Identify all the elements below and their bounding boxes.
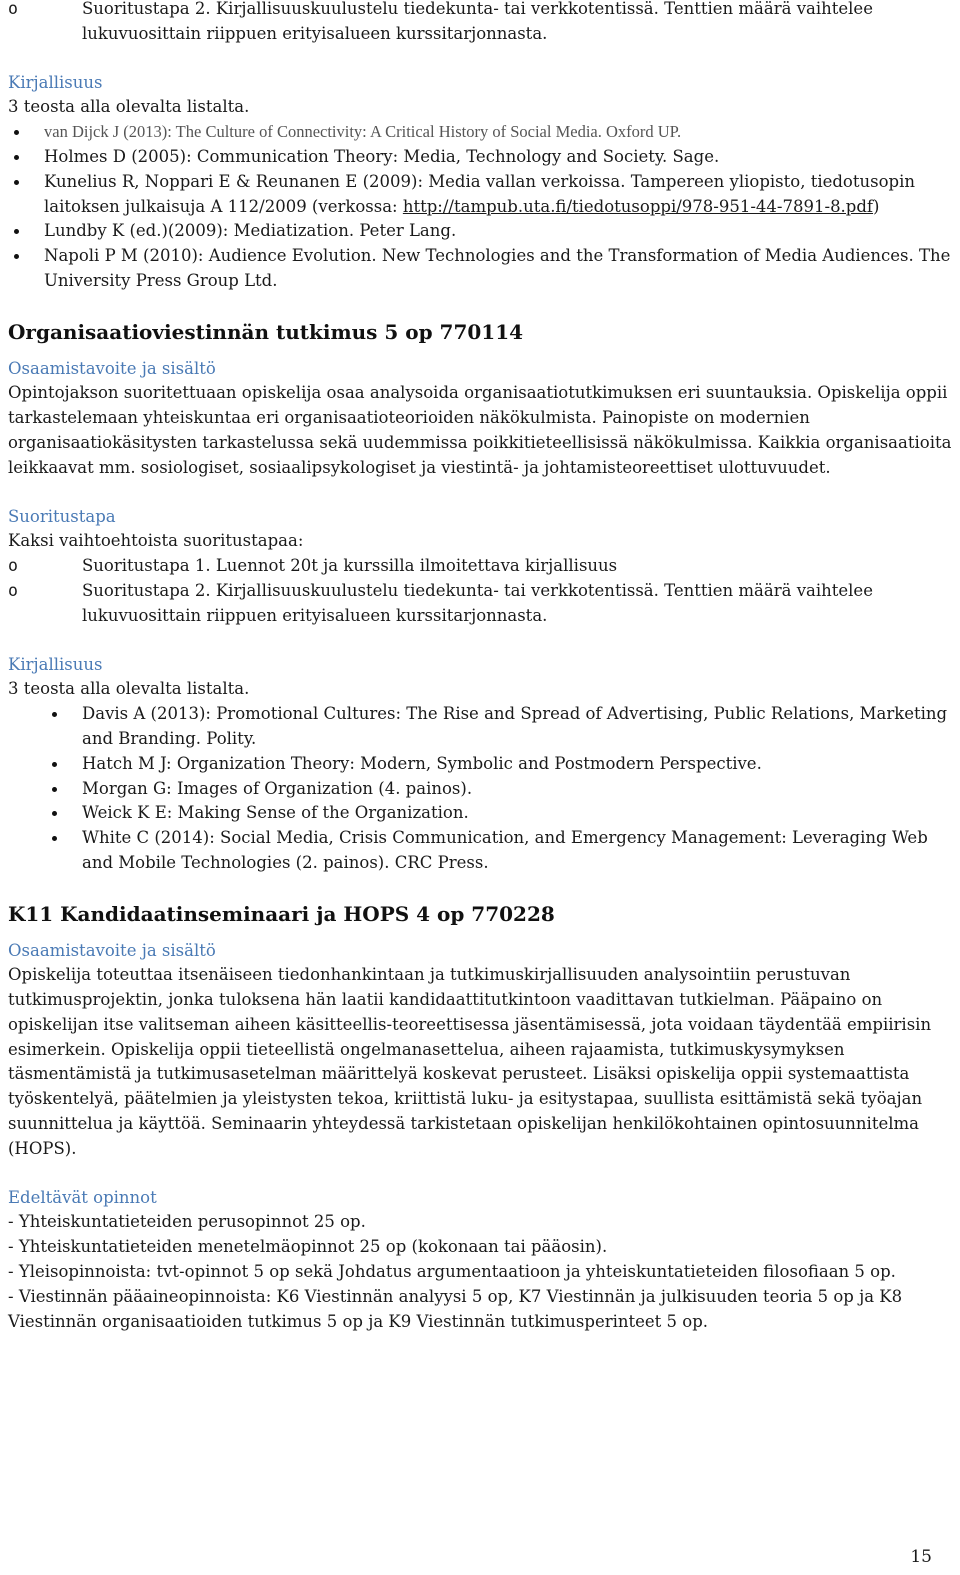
document-page: [8, 0, 954, 1334]
section-intro: 3 teosta alla olevalta listalta.: [8, 97, 250, 117]
section-subheading: Kirjallisuus: [8, 72, 103, 92]
section-intro: Kaksi vaihtoehtoista suoritustapaa:: [8, 531, 304, 551]
book-link-close: ): [873, 196, 880, 216]
book-list: [8, 702, 954, 876]
prereq-item: - Yhteiskuntatieteiden menetelmäopinnot 25 op (kokonaan tai pääosin).: [8, 1237, 608, 1257]
section-body: Opiskelija toteuttaa itsenäiseen tiedonhankintaan ja tutkimuskirjallisuuden analysointiin perustuvan tutkimusprojektin, jonka tuloksena hän laatii kandidaattitutkintoon vaadittavan tutkielman. Pääpaino on opiskelijan itse valitseman aiheen käsitteellis-teoreettisessa jäsentämisessä, jota voidaan täydentää empiirisin esimerkein. Opiskelija oppii tieteellistä ongelmanasettelua, aiheen rajaamista, tutkimuskysymyksen täsmentämistä ja tutkimusasetelman määrittelyä koskevat perusteet. Lisäksi opiskelija oppii systemaattista työskentelyä, päätelmien ja yleistysten tekoa, kriittistä luku- ja esitystapaa, suullista esittämistä sekä työajan suunnittelua ja käyttöä. Seminaarin yhteydessä tarkistetaan opiskelijan henkilökohtainen opintosuunnitelma (HOPS).: [8, 965, 932, 1158]
top-book-list: [8, 120, 954, 294]
method-item: o Suoritustapa 2. Kirjallisuuskuulustelu tiedekunta- tai verkkotentissä. Tenttien määrä vaihtelee lukuvuosittain riippuen erityisalueen kurssitarjonnasta.: [8, 0, 954, 47]
book-item: Napoli P M (2010): Audience Evolution. New Technologies and the Transformation of Media Audiences. The University Press Group Ltd.: [8, 244, 954, 294]
section-subheading: Suoritustapa: [8, 506, 116, 526]
method-item: o Suoritustapa 1. Luennot 20t ja kurssilla ilmoitettava kirjallisuus: [8, 554, 954, 579]
prereq-item: - Yleisopinnoista: tvt-opinnot 5 op sekä Johdatus argumentaatioon ja yhteiskuntatieteiden filosofiaan 5 op.: [8, 1262, 896, 1282]
prereq-item: - Yhteiskuntatieteiden perusopinnot 25 op.: [8, 1212, 366, 1232]
book-item: Weick K E: Making Sense of the Organization.: [8, 801, 954, 826]
top-method-list: [8, 0, 954, 47]
section-subheading: Osaamistavoite ja sisältö: [8, 940, 216, 960]
book-item: Hatch M J: Organization Theory: Modern, Symbolic and Postmodern Perspective.: [8, 752, 954, 777]
prereq-item: - Viestinnän pääaineopinnoista: K6 Viestinnän analyysi 5 op, K7 Viestinnän ja julkisuuden teoria 5 op ja K8 Viestinnän organisaatioiden tutkimus 5 op ja K9 Viestinnän tutkimusperinteet 5 op.: [8, 1286, 903, 1331]
book-link[interactable]: http://tampub.uta.fi/tiedotusoppi/978-951-44-7891-8.pdf: [402, 196, 874, 216]
book-item: [8, 170, 954, 220]
section-intro: 3 teosta alla olevalta listalta.: [8, 679, 250, 699]
course-title: K11 Kandidaatinseminaari ja HOPS 4 op 770228: [8, 901, 555, 926]
book-item: Lundby K (ed.)(2009): Mediatization. Peter Lang.: [8, 219, 954, 244]
method-list: [8, 554, 954, 628]
book-item: White C (2014): Social Media, Crisis Communication, and Emergency Management: Leveraging Web and Mobile Technologies (2. painos). CRC Press.: [8, 826, 954, 876]
book-item: van Dijck J (2013): The Culture of Connectivity: A Critical History of Social Media. Oxford UP.: [8, 120, 954, 145]
section-subheading: Osaamistavoite ja sisältö: [8, 358, 216, 378]
method-item: o Suoritustapa 2. Kirjallisuuskuulustelu tiedekunta- tai verkkotentissä. Tenttien määrä vaihtelee lukuvuosittain riippuen erityisalueen kurssitarjonnasta.: [8, 579, 954, 629]
section-subheading: Edeltävät opinnot: [8, 1187, 157, 1207]
section-body: Opintojakson suoritettuaan opiskelija osaa analysoida organisaatiotutkimuksen eri suuntauksia. Opiskelija oppii tarkastelemaan yhteiskuntaa eri organisaatioteorioiden näkökulmista. Painopiste on modernien organisaatiokäsitysten tarkastelussa sekä uudemmissa poikkitieteellisissä näkökulmissa. Kaikkia organisaatioita leikkaavat mm. sosiologiset, sosiaalipsykologiset ja viestintä- ja johtamisteoreettiset ulottuvuudet.: [8, 383, 952, 477]
book-item: Morgan G: Images of Organization (4. painos).: [8, 777, 954, 802]
section-subheading: Kirjallisuus: [8, 654, 103, 674]
book-item: Davis A (2013): Promotional Cultures: The Rise and Spread of Advertising, Public Relations, Marketing and Branding. Polity.: [8, 702, 954, 752]
course-title: Organisaatioviestinnän tutkimus 5 op 770114: [8, 319, 524, 344]
page-number: 15: [910, 1547, 932, 1567]
prereq-list: [8, 1210, 954, 1334]
book-item-text: Kunelius R, Noppari E & Reunanen E (2009): Media vallan verkoissa. Tampereen yliopisto, tiedotusopin laitoksen julkaisuja A 112/2009 (verkossa:: [44, 171, 915, 216]
book-item: Holmes D (2005): Communication Theory: Media, Technology and Society. Sage.: [8, 145, 954, 170]
